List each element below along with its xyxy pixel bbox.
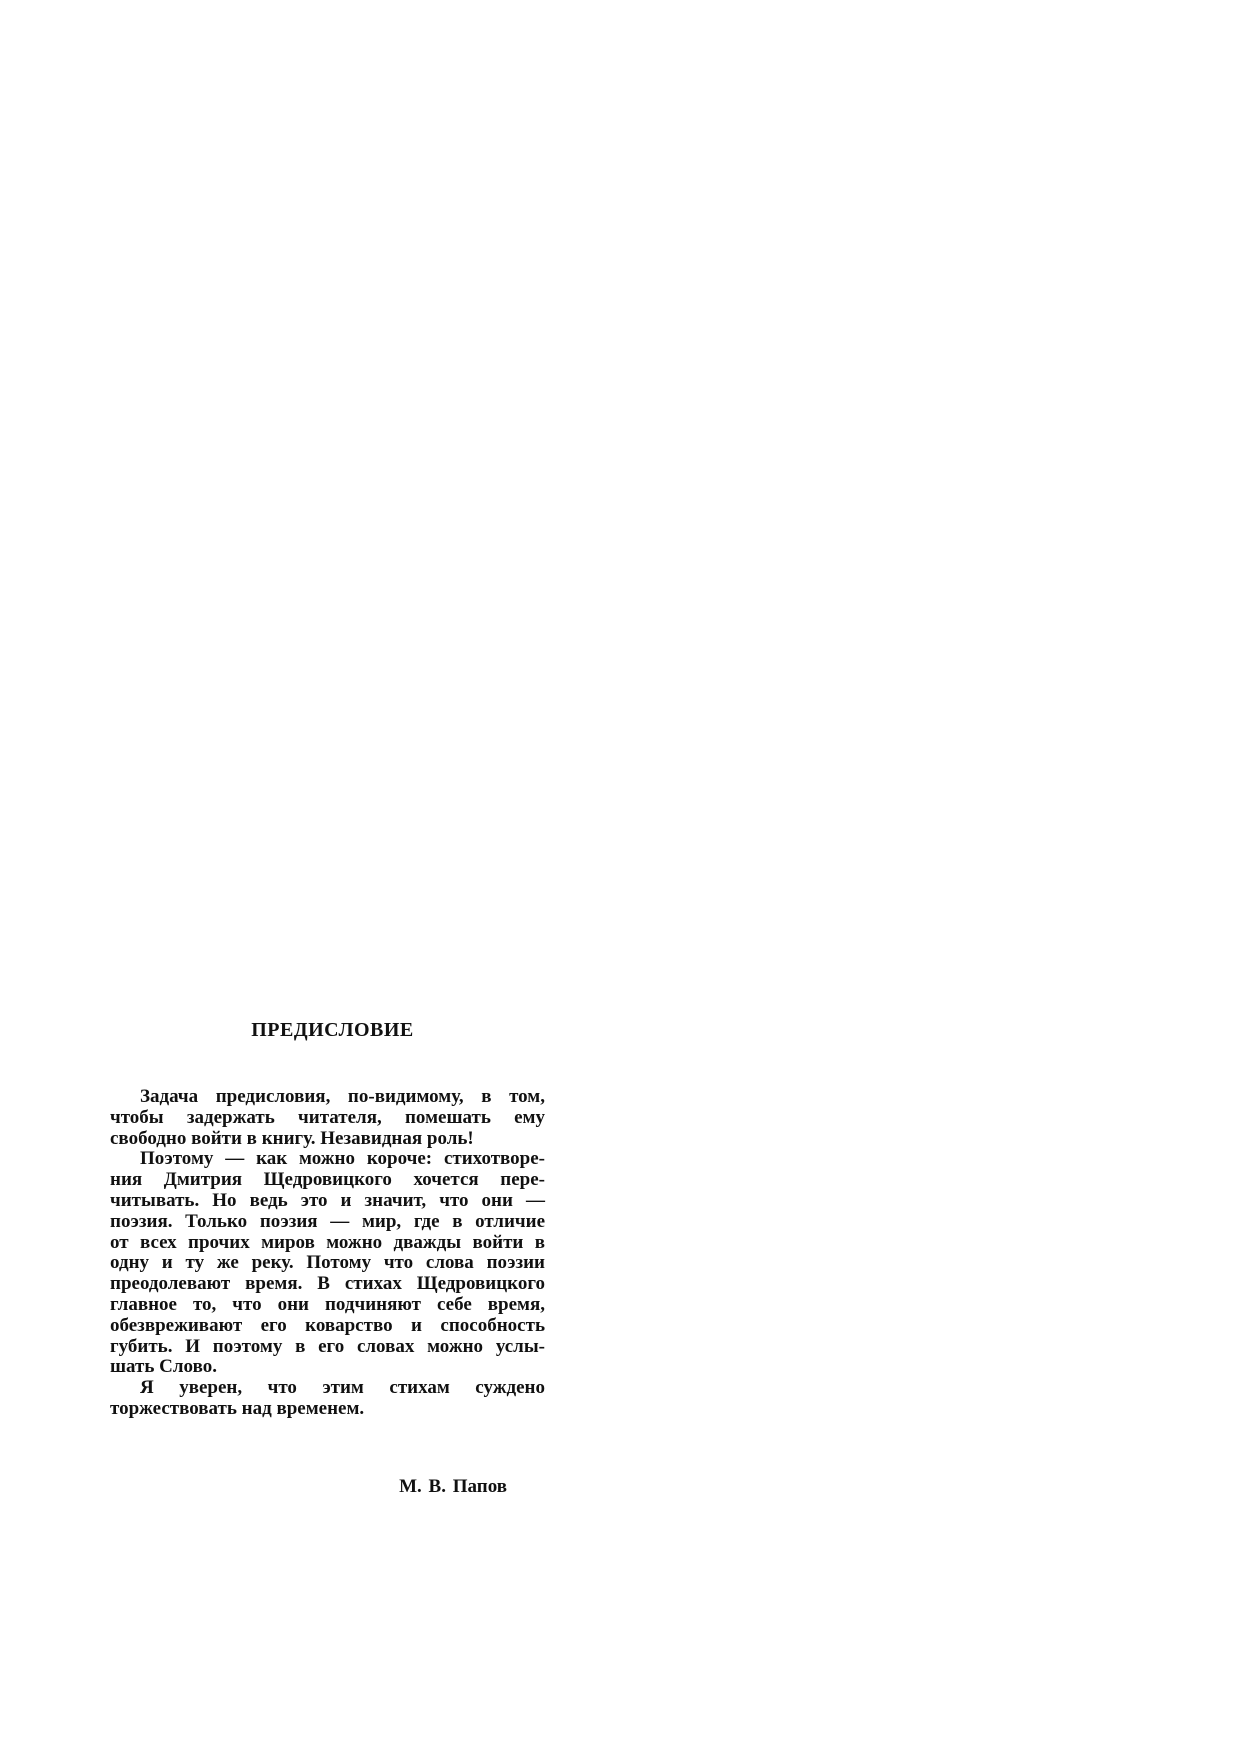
text-line: читывать. Но ведь это и значит, что они — bbox=[110, 1189, 545, 1211]
author-signature: М. В. Папов bbox=[399, 1475, 507, 1497]
preface-title: ПРЕДИСЛОВИЕ bbox=[251, 1019, 414, 1041]
text-line: поэзия. Только поэзия — мир, где в отличие bbox=[110, 1210, 545, 1232]
preface-section bbox=[80, 1018, 545, 1498]
text-line: ния Дмитрия Щедровицкого хочется пере- bbox=[110, 1169, 545, 1191]
text-line: свободно войти в книгу. Незавидная роль! bbox=[110, 1127, 474, 1149]
text-line: главное то, что они подчиняют себе время, bbox=[110, 1293, 545, 1315]
text-line: Я уверен, что этим стихам суждено bbox=[140, 1377, 545, 1399]
text-line: обезвреживают его коварство и способность bbox=[110, 1314, 545, 1336]
text-line: губить. И поэтому в его словах можно услы- bbox=[110, 1335, 545, 1357]
text-line: преодолевают время. В стихах Щедровицкого bbox=[110, 1273, 545, 1295]
text-line: чтобы задержать читателя, помешать ему bbox=[110, 1106, 545, 1128]
text-line: торжествовать над временем. bbox=[110, 1397, 365, 1419]
preface-paragraph-3 bbox=[80, 1378, 545, 1420]
text-line: Задача предисловия, по-видимому, в том, bbox=[140, 1086, 545, 1107]
preface-paragraph-2 bbox=[80, 1149, 545, 1378]
text-line: Поэтому — как можно короче: стихотворе- bbox=[140, 1148, 545, 1170]
text-line: шать Слово. bbox=[110, 1356, 217, 1378]
text-line: от всех прочих миров можно дважды войти в bbox=[110, 1231, 545, 1253]
text-line: одну и ту же реку. Потому что слова поэзии bbox=[110, 1252, 545, 1274]
preface-paragraph-1 bbox=[80, 1087, 545, 1149]
